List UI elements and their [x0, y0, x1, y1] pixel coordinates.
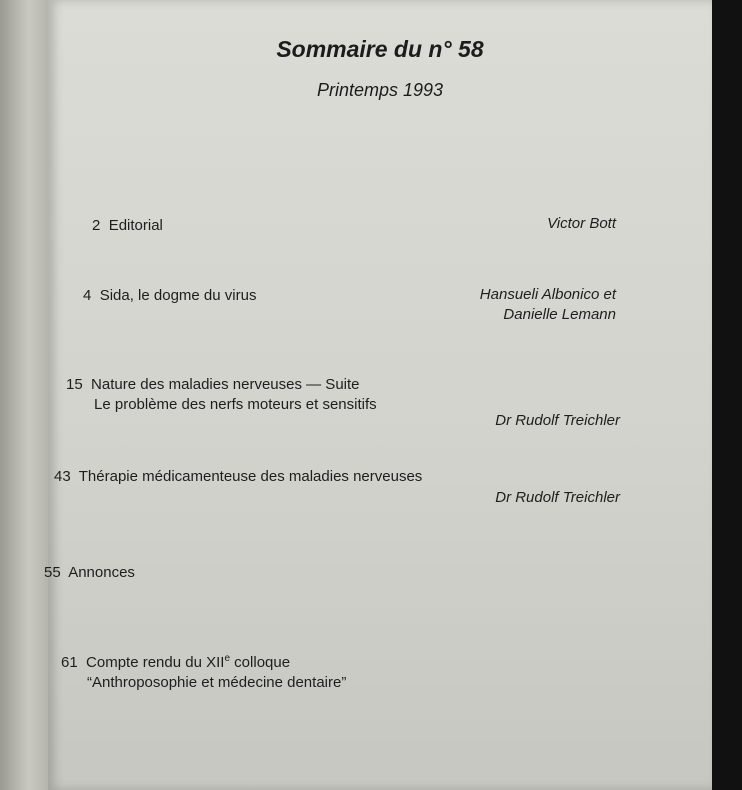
background-edge: [712, 0, 742, 790]
toc-entry-therapie: [54, 467, 422, 487]
toc-subtitle: Le problème des nerfs moteurs et sensitifs: [94, 396, 377, 413]
toc-page-number: 4: [83, 287, 92, 304]
toc-title: Nature des maladies nerveuses — Suite: [91, 376, 360, 393]
toc-page-number: 43: [54, 468, 71, 485]
toc-entry-annonces: [44, 563, 135, 583]
toc-author: Dr Rudolf Treichler: [495, 412, 620, 429]
toc-title: Annonces: [68, 564, 135, 581]
toc-title-part: colloque: [230, 654, 291, 671]
toc-page-number: 61: [61, 654, 78, 671]
issue-season: Printemps 1993: [316, 80, 444, 100]
toc-title: Sida, le dogme du virus: [99, 287, 257, 304]
toc-author: Dr Rudolf Treichler: [495, 489, 620, 506]
toc-entry-nature-maladies: [66, 375, 377, 415]
toc-title-part: Compte rendu du XII: [86, 654, 225, 671]
toc-page-number: 15: [66, 376, 83, 393]
toc-page-number: 2: [92, 217, 101, 234]
contents-page: [44, 0, 712, 790]
toc-author: Victor Bott: [547, 215, 616, 232]
toc-author-line: Hansueli Albonico et: [479, 286, 616, 303]
toc-title: Editorial: [108, 217, 163, 234]
toc-entry-compte-rendu: [61, 649, 346, 693]
toc-entry-editorial: [92, 216, 163, 236]
toc-title-superscript: e: [224, 653, 231, 664]
adjacent-page-edge: [0, 0, 48, 790]
toc-author-line: Danielle Lemann: [503, 306, 616, 323]
page-title: Sommaire du n° 58: [276, 36, 484, 62]
toc-title: Thérapie médicamenteuse des maladies nerveuses: [78, 468, 423, 485]
toc-title: [86, 654, 290, 671]
toc-author: [480, 285, 616, 325]
toc-subtitle: “Anthroposophie et médecine dentaire”: [87, 674, 347, 691]
toc-entry-sida: [83, 286, 256, 306]
toc-page-number: 55: [44, 564, 61, 581]
